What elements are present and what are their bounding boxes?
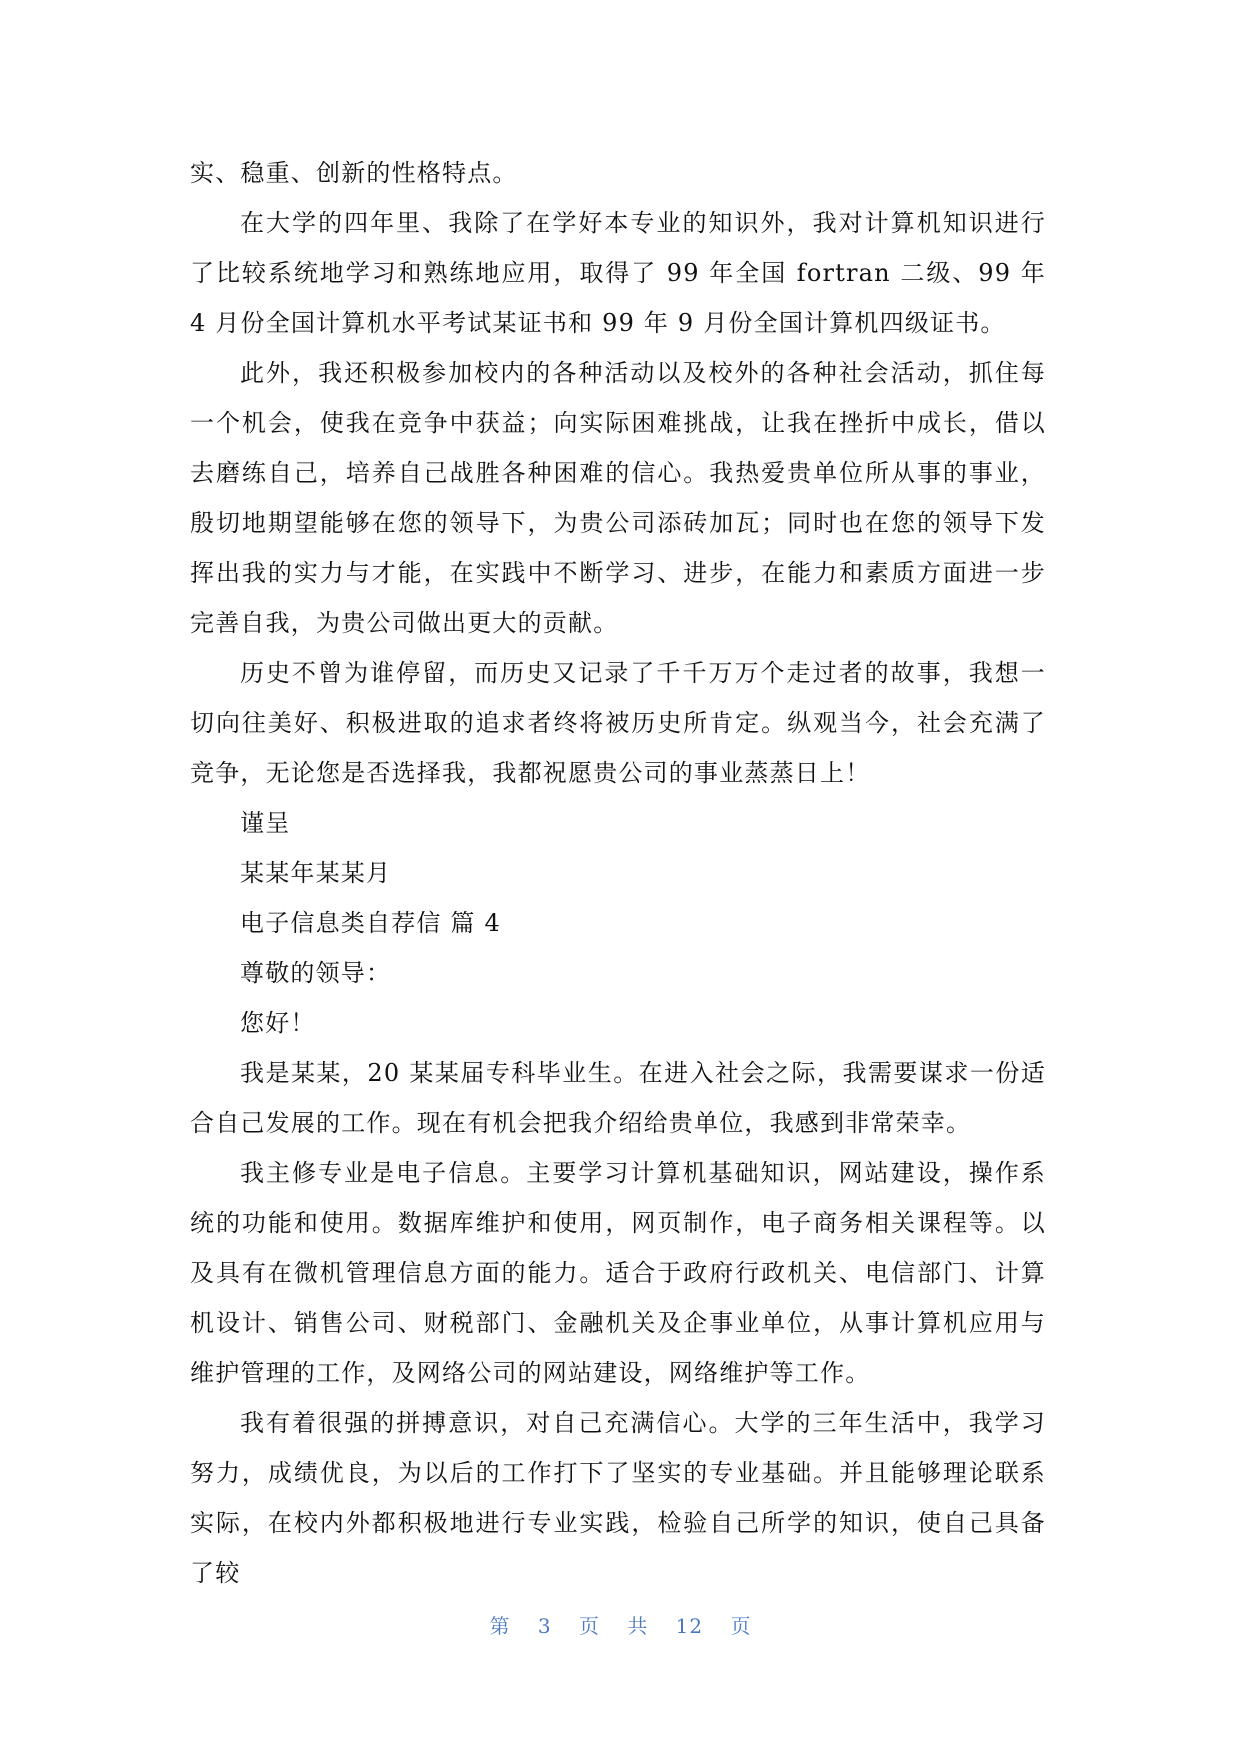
footer-label-di: 第 bbox=[489, 1614, 511, 1638]
page-footer bbox=[0, 1610, 1241, 1639]
closing-respectfully: 谨呈 bbox=[240, 809, 291, 837]
paragraph-introduction: 我是某某，20 某某届专科毕业生。在进入社会之际，我需要谋求一份适合自己发展的工作。现在有机会把我介绍给贵单位，我感到非常荣幸。 bbox=[190, 1059, 1046, 1137]
closing-date: 某某年某某月 bbox=[240, 859, 392, 887]
footer-total-pages: 12 bbox=[675, 1614, 704, 1638]
footer-label-ye2: 页 bbox=[730, 1614, 752, 1638]
paragraph-activities: 此外，我还积极参加校内的各种活动以及校外的各种社会活动，抓住每一个机会，使我在竞争中获益；向实际困难挑战，让我在挫折中成长，借以去磨练自己，培养自己战胜各种困难的信心。我热爱贵单位所从事的事业，殷切地期望能够在您的领导下，为贵公司添砖加瓦；同时也在您的领导下发挥出我的实力与才能，在实践中不断学习、进步，在能力和素质方面进一步完善自我，为贵公司做出更大的贡献。 bbox=[190, 359, 1046, 637]
paragraph-history: 历史不曾为谁停留，而历史又记录了千千万万个走过者的故事，我想一切向往美好、积极进取的追求者终将被历史所肯定。纵观当今，社会充满了竞争，无论您是否选择我，我都祝愿贵公司的事业蒸蒸日上！ bbox=[190, 659, 1046, 787]
greeting: 您好！ bbox=[240, 1009, 316, 1037]
document-body bbox=[190, 148, 1046, 1598]
footer-current-page: 3 bbox=[537, 1614, 552, 1638]
paragraph-continuation: 实、稳重、创新的性格特点。 bbox=[190, 159, 518, 187]
section-heading: 电子信息类自荐信 篇 4 bbox=[240, 909, 501, 937]
salutation: 尊敬的领导： bbox=[240, 959, 392, 987]
footer-label-gong: 共 bbox=[627, 1614, 649, 1638]
paragraph-motivation: 我有着很强的拼搏意识，对自己充满信心。大学的三年生活中，我学习努力，成绩优良，为以后的工作打下了坚实的专业基础。并且能够理论联系实际，在校内外都积极地进行专业实践，检验自己所学的知识，使自己具备了较 bbox=[190, 1409, 1046, 1587]
footer-label-ye: 页 bbox=[578, 1614, 600, 1638]
paragraph-major: 我主修专业是电子信息。主要学习计算机基础知识，网站建设，操作系统的功能和使用。数据库维护和使用，网页制作，电子商务相关课程等。以及具有在微机管理信息方面的能力。适合于政府行政机关、电信部门、计算机设计、销售公司、财税部门、金融机关及企事业单位，从事计算机应用与维护管理的工作，及网络公司的网站建设，网络维护等工作。 bbox=[190, 1159, 1046, 1387]
paragraph-computer-skills: 在大学的四年里、我除了在学好本专业的知识外，我对计算机知识进行了比较系统地学习和熟练地应用，取得了 99 年全国 fortran 二级、99 年 4 月份全国计算机水平考试某证书和 99 年 9 月份全国计算机四级证书。 bbox=[190, 209, 1046, 337]
